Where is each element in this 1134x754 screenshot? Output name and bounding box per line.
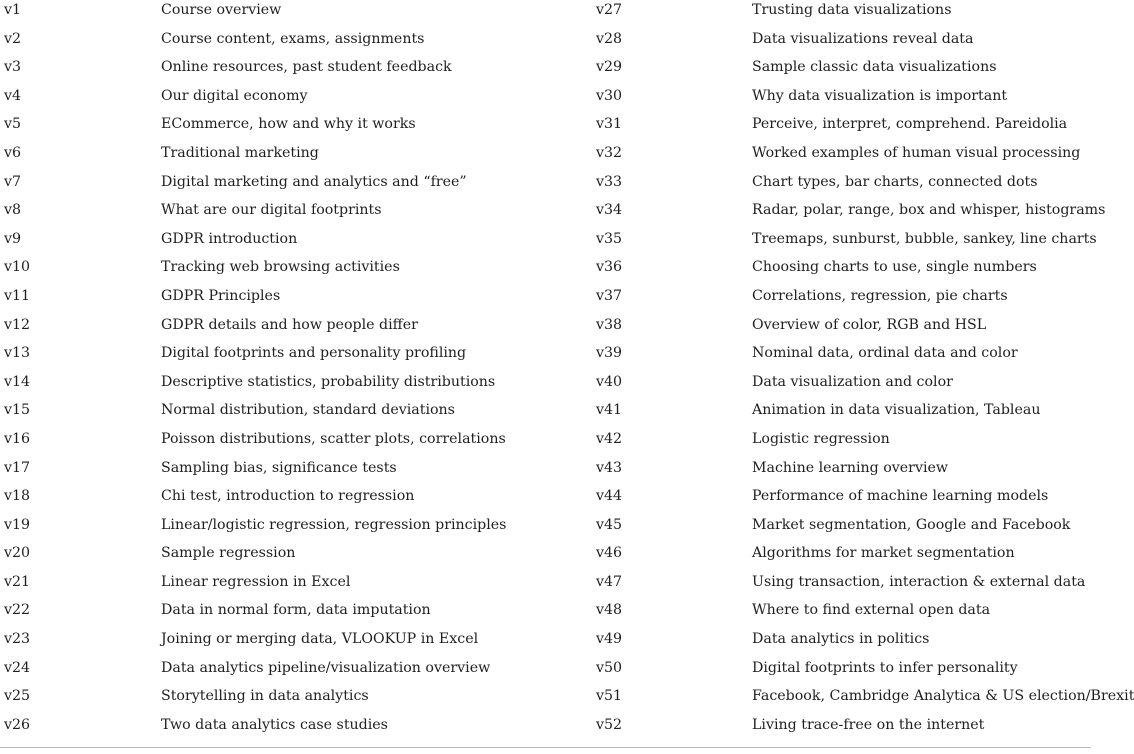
left-video-title: ECommerce, how and why it works	[161, 116, 416, 133]
right-video-id: v33	[596, 173, 623, 190]
left-video-id: v6	[4, 144, 22, 161]
table-row	[0, 515, 1091, 544]
right-video-title: Nominal data, ordinal data and color	[752, 345, 1018, 362]
right-video-id: v52	[596, 716, 623, 733]
right-video-title: Treemaps, sunburst, bubble, sankey, line charts	[752, 230, 1097, 247]
table-row	[0, 229, 1097, 258]
left-video-id: v12	[4, 316, 31, 333]
left-video-title: Storytelling in data analytics	[161, 688, 369, 705]
right-video-id: v38	[596, 316, 623, 333]
right-video-title: Data visualizations reveal data	[752, 30, 974, 47]
table-row	[0, 143, 1091, 172]
left-video-id: v25	[4, 688, 31, 705]
left-video-title: Two data analytics case studies	[161, 716, 388, 733]
table-row	[0, 658, 1091, 687]
right-video-id: v28	[596, 30, 623, 47]
left-video-title: Traditional marketing	[161, 144, 319, 161]
table-row	[0, 343, 1091, 372]
left-video-id: v18	[4, 488, 31, 505]
right-video-title: Digital footprints to infer personality	[752, 659, 1018, 676]
right-video-id: v47	[596, 573, 623, 590]
right-video-id: v29	[596, 59, 623, 76]
table-row	[0, 57, 1091, 86]
table-row	[0, 286, 1091, 315]
right-video-id: v46	[596, 545, 623, 562]
right-video-id: v49	[596, 631, 623, 648]
right-video-title: Chart types, bar charts, connected dots	[752, 173, 1038, 190]
right-video-title: Radar, polar, range, box and whisper, histograms	[752, 202, 1106, 219]
right-video-id: v48	[596, 602, 623, 619]
left-video-title: GDPR Principles	[161, 287, 281, 304]
right-video-title: Machine learning overview	[752, 459, 949, 476]
right-video-title: Where to find external open data	[752, 602, 991, 619]
left-video-title: GDPR introduction	[161, 230, 298, 247]
left-video-title: Course overview	[161, 2, 282, 18]
left-video-title: Course content, exams, assignments	[161, 30, 425, 47]
left-video-id: v9	[4, 230, 22, 247]
right-video-title: Trusting data visualizations	[752, 2, 952, 18]
left-video-id: v3	[4, 59, 22, 76]
left-video-title: Our digital economy	[161, 87, 308, 104]
left-video-title: Data in normal form, data imputation	[161, 602, 431, 619]
left-video-id: v26	[4, 716, 31, 733]
right-video-id: v31	[596, 116, 623, 133]
table-row	[0, 543, 1091, 572]
left-video-id: v19	[4, 516, 31, 533]
right-video-title: Living trace-free on the internet	[752, 716, 985, 733]
right-video-id: v30	[596, 87, 623, 104]
right-video-title: Facebook, Cambridge Analytica & US election/Brexit	[752, 688, 1134, 705]
right-video-title: Data analytics in politics	[752, 631, 930, 648]
left-video-title: Digital marketing and analytics and “free”	[161, 173, 467, 190]
left-video-title: Sample regression	[161, 545, 296, 562]
left-video-id: v5	[4, 116, 22, 133]
left-video-title: Normal distribution, standard deviations	[161, 402, 455, 419]
table-row	[0, 686, 1134, 715]
right-video-id: v27	[596, 2, 623, 18]
table-row	[0, 629, 1091, 658]
left-video-id: v14	[4, 373, 31, 390]
left-video-id: v20	[4, 545, 31, 562]
right-video-id: v35	[596, 230, 623, 247]
table-bottom-rule	[0, 747, 1091, 748]
left-video-title: Linear/logistic regression, regression principles	[161, 516, 507, 533]
table-row	[0, 715, 1091, 744]
right-video-title: Overview of color, RGB and HSL	[752, 316, 987, 333]
left-video-id: v8	[4, 202, 22, 219]
left-video-title: Poisson distributions, scatter plots, correlations	[161, 430, 506, 447]
right-video-title: Animation in data visualization, Tableau	[752, 402, 1041, 419]
right-video-id: v44	[596, 488, 623, 505]
right-video-id: v51	[596, 688, 623, 705]
right-video-id: v32	[596, 144, 623, 161]
table-row	[0, 458, 1091, 487]
right-video-id: v42	[596, 430, 623, 447]
right-video-title: Using transaction, interaction & external data	[752, 573, 1086, 590]
table-row	[0, 200, 1106, 229]
right-video-id: v34	[596, 202, 623, 219]
left-video-id: v10	[4, 259, 31, 276]
table-row	[0, 0, 1091, 29]
right-video-title: Perceive, interpret, comprehend. Pareidolia	[752, 116, 1068, 133]
right-video-id: v39	[596, 345, 623, 362]
table-row	[0, 315, 1091, 344]
right-video-title: Sample classic data visualizations	[752, 59, 997, 76]
right-video-title: Performance of machine learning models	[752, 488, 1049, 505]
right-video-id: v45	[596, 516, 623, 533]
right-video-id: v43	[596, 459, 623, 476]
left-video-id: v11	[4, 287, 31, 304]
table-row	[0, 86, 1091, 115]
table-row	[0, 572, 1091, 601]
left-video-id: v24	[4, 659, 31, 676]
right-video-id: v41	[596, 402, 623, 419]
right-video-title: Correlations, regression, pie charts	[752, 287, 1008, 304]
left-video-title: Chi test, introduction to regression	[161, 488, 415, 505]
left-video-title: Digital footprints and personality profiling	[161, 345, 467, 362]
right-video-id: v36	[596, 259, 623, 276]
left-video-title: Sampling bias, significance tests	[161, 459, 397, 476]
left-video-title: GDPR details and how people differ	[161, 316, 418, 333]
table-row	[0, 600, 1091, 629]
left-video-title: What are our digital footprints	[161, 202, 382, 219]
left-video-id: v13	[4, 345, 31, 362]
table-row	[0, 257, 1091, 286]
left-video-title: Data analytics pipeline/visualization overview	[161, 659, 491, 676]
left-video-id: v15	[4, 402, 31, 419]
right-video-title: Logistic regression	[752, 430, 890, 447]
left-video-id: v21	[4, 573, 31, 590]
left-video-title: Linear regression in Excel	[161, 573, 351, 590]
right-video-title: Why data visualization is important	[752, 87, 1008, 104]
right-video-id: v40	[596, 373, 623, 390]
right-video-title: Algorithms for market segmentation	[752, 545, 1015, 562]
table-row	[0, 172, 1091, 201]
table-row	[0, 400, 1091, 429]
left-video-title: Descriptive statistics, probability distributions	[161, 373, 496, 390]
left-video-id: v4	[4, 87, 22, 104]
left-video-id: v16	[4, 430, 31, 447]
left-video-id: v22	[4, 602, 31, 619]
left-video-id: v23	[4, 631, 31, 648]
right-video-id: v50	[596, 659, 623, 676]
table-row	[0, 429, 1091, 458]
right-video-title: Data visualization and color	[752, 373, 953, 390]
left-video-id: v2	[4, 30, 22, 47]
right-video-title: Choosing charts to use, single numbers	[752, 259, 1037, 276]
left-video-id: v17	[4, 459, 31, 476]
left-video-id: v7	[4, 173, 22, 190]
table-row	[0, 486, 1091, 515]
left-video-title: Online resources, past student feedback	[161, 59, 452, 76]
table-row	[0, 29, 1091, 58]
right-video-title: Market segmentation, Google and Facebook	[752, 516, 1071, 533]
right-video-id: v37	[596, 287, 623, 304]
left-video-title: Joining or merging data, VLOOKUP in Excel	[161, 631, 479, 648]
right-video-title: Worked examples of human visual processing	[752, 144, 1081, 161]
left-video-id: v1	[4, 2, 22, 18]
table-row	[0, 114, 1091, 143]
table-row	[0, 372, 1091, 401]
left-video-title: Tracking web browsing activities	[161, 259, 400, 276]
